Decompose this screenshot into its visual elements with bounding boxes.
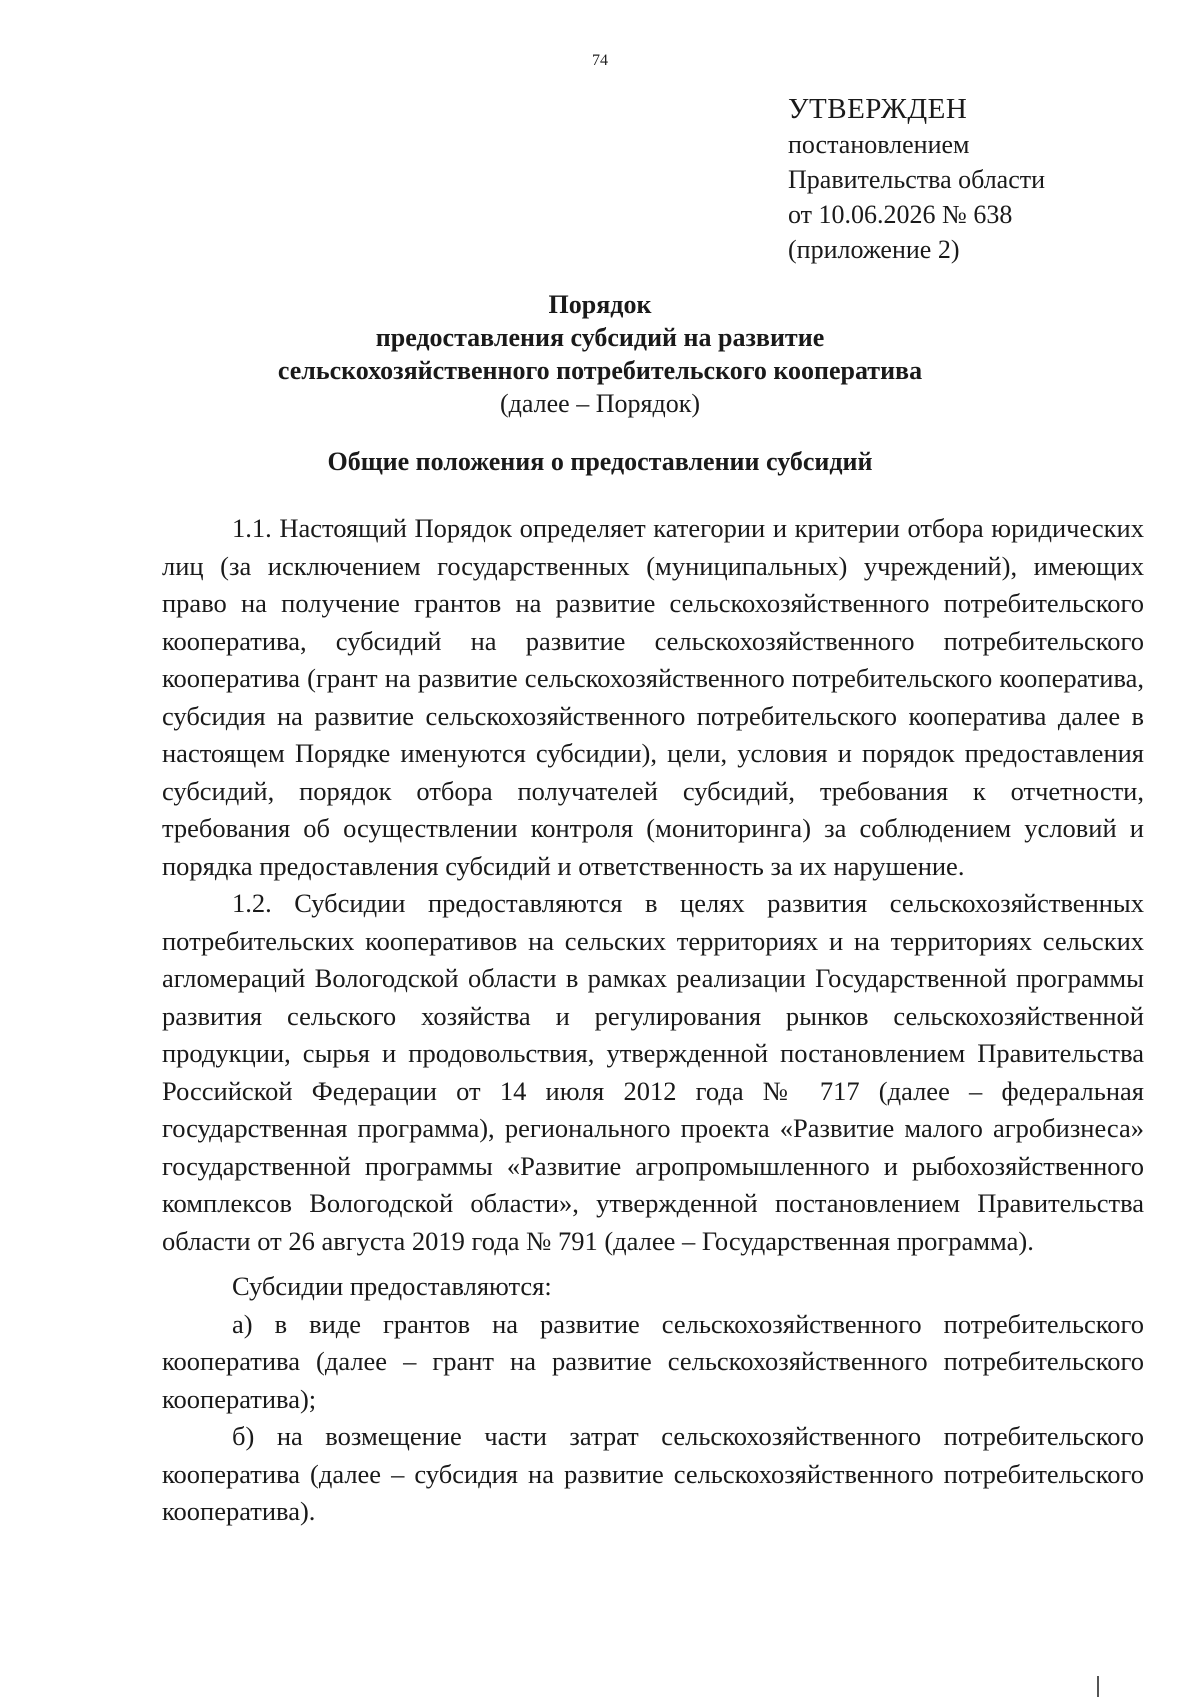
paragraph-1-1: 1.1. Настоящий Порядок определяет категории и критерии отбора юридических лиц (за исключением государственных (муниципальных) учреждений), имеющих право на получение грантов на развитие сельскохозяйственного потребительского кооператива, субсидий на развитие сельскохозяйственного потребительского кооператива (грант на развитие сельскохозяйственного потребительского кооператива, субсидия на развитие сельскохозяйственного потребительского кооператива далее в настоящем Порядке именуются субсидии), цели, условия и порядок предоставления субсидий, порядок отбора получателей субсидий, требования к отчетности, требования об осуществлении контроля (мониторинга) за соблюдением условий и порядка предоставления субсидий и ответственность за их нарушение. <box>162 513 1144 881</box>
document-short-name: (далее – Порядок) <box>500 389 700 418</box>
section-heading: Общие положения о предоставлении субсидий <box>327 447 873 476</box>
approval-line: Правительства области <box>788 165 1046 194</box>
approval-appendix: (приложение 2) <box>788 235 960 264</box>
approval-stamp-title: УТВЕРЖДЕН <box>788 93 968 125</box>
paragraph-1-2: 1.2. Субсидии предоставляются в целях развития сельскохозяйственных потребительских кооперативов на сельских территориях и на территориях сельских агломераций Вологодской области в рамках реализации Государственной программы развития сельского хозяйства и регулирования рынков сельскохозяйственной продукции, сырья и продовольствия, утвержденной постановлением Правительства Российской Федерации от 14 июля 2012 года № 717 (далее – федеральная государственная программа), регионального проекта «Развитие малого агробизнеса» государственной программы «Развитие агропромышленного и рыбохозяйственного комплексов Вологодской области», утвержденной постановлением Правительства области от 26 августа 2019 года № 791 (далее – Государственная программа). <box>162 888 1144 1256</box>
approval-stamp-block <box>788 92 1118 267</box>
list-item-a: а) в виде грантов на развитие сельскохозяйственного потребительского кооператива (далее – грант на развитие сельскохозяйственного потребительского кооператива); <box>162 1308 1144 1414</box>
document-title-block <box>150 288 1050 420</box>
document-title: Порядок <box>548 290 652 319</box>
approval-line: постановлением <box>788 130 970 159</box>
approval-decree-number: от 10.06.2026 № 638 <box>788 200 1013 229</box>
scan-artifact-mark <box>1097 1676 1099 1697</box>
document-subtitle-line: предоставления субсидий на развитие <box>375 323 825 352</box>
paragraph-subsidies-intro: Субсидии предоставляются: <box>232 1271 552 1301</box>
page-number: 74 <box>592 52 608 69</box>
list-item-b: б) на возмещение части затрат сельскохозяйственного потребительского кооператива (далее – субсидия на развитие сельскохозяйственного потребительского кооператива). <box>162 1421 1144 1526</box>
document-subtitle-line: сельскохозяйственного потребительского кооператива <box>277 356 923 385</box>
document-body <box>162 510 1144 1531</box>
